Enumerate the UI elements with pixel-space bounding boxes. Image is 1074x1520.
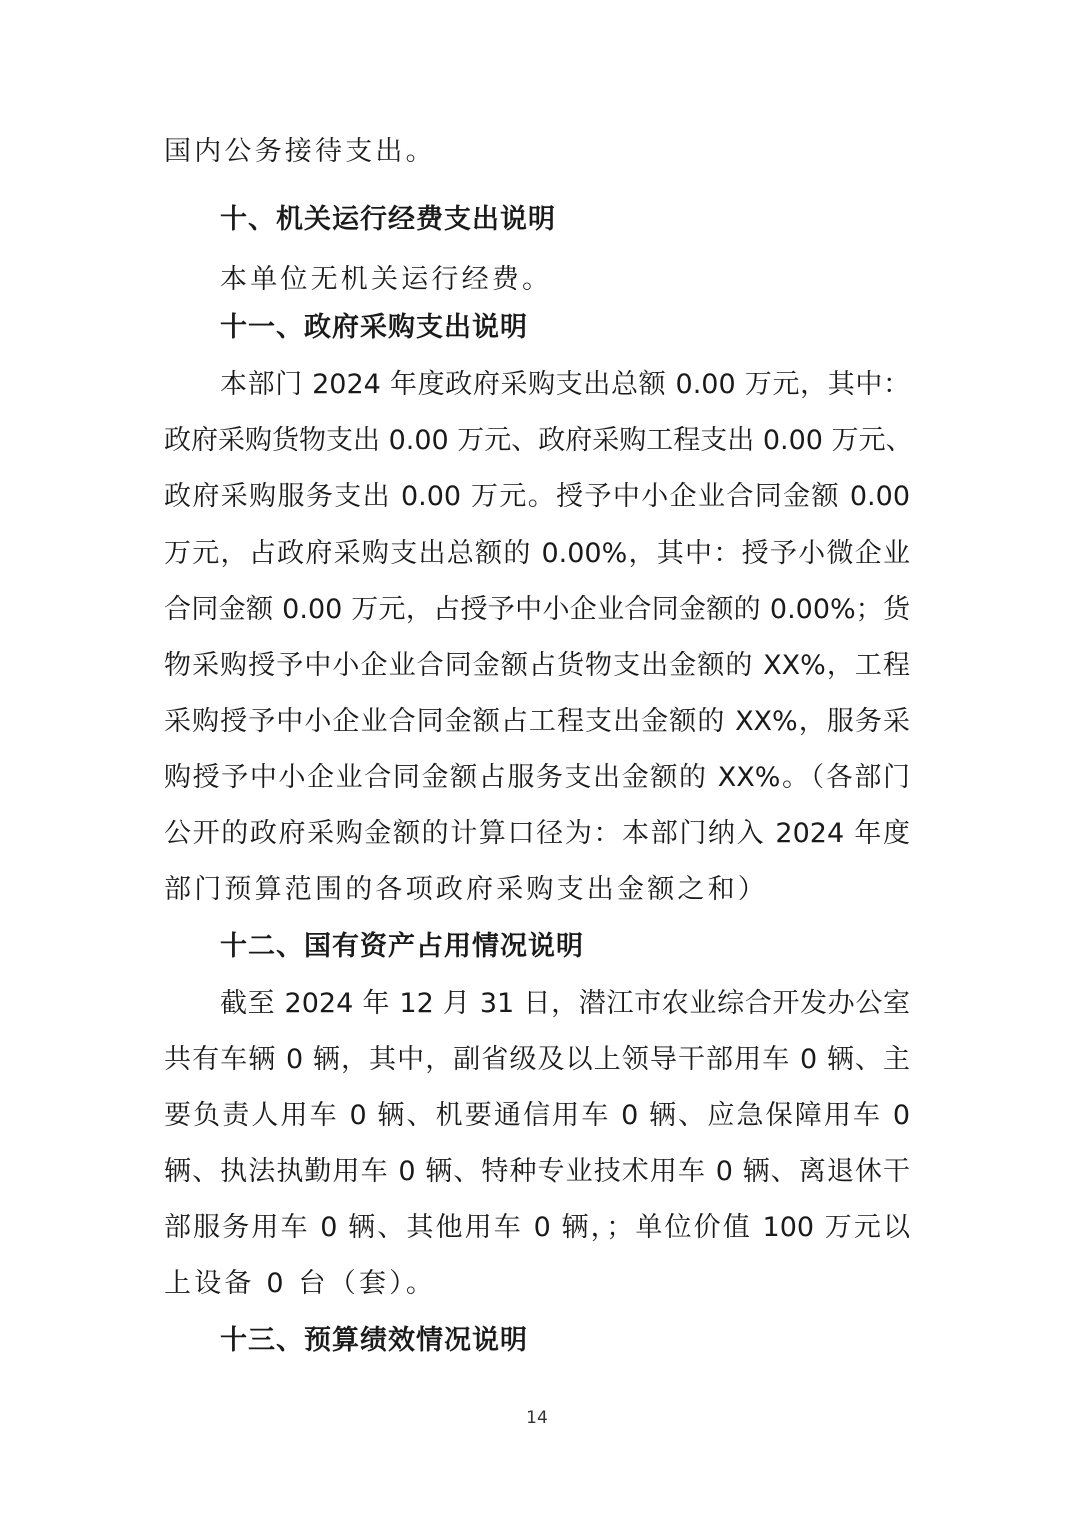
paragraph-line: 截至 2024 年 12 月 31 日，潜江市农业综合开发办公室: [220, 988, 910, 1019]
paragraph-line: 部服务用车 0 辆、其他用车 0 辆，；单位价值 100 万元以: [164, 1212, 910, 1243]
paragraph-line: 政府采购货物支出 0.00 万元、政府采购工程支出 0.00 万元、: [164, 425, 913, 456]
page-number: 14: [526, 1408, 548, 1428]
paragraph-line: 购授予中小企业合同金额占服务支出金额的 XX%。（各部门: [164, 762, 910, 793]
paragraph-line: 辆、执法执勤用车 0 辆、特种专业技术用车 0 辆、离退休干: [164, 1156, 910, 1187]
paragraph-line: 采购授予中小企业合同金额占工程支出金额的 XX%，服务采: [164, 706, 910, 737]
section-heading-10: 十、机关运行经费支出说明: [220, 204, 556, 235]
paragraph-line: 本单位无机关运行经费。: [220, 264, 553, 295]
paragraph-line: 上设备 0 台（套）。: [164, 1268, 437, 1299]
paragraph-line: 本部门 2024 年度政府采购支出总额 0.00 万元，其中：: [220, 369, 910, 400]
paragraph-line: 部门预算范围的各项政府采购支出金额之和）: [164, 874, 768, 905]
paragraph-line: 政府采购服务支出 0.00 万元。授予中小企业合同金额 0.00: [164, 481, 910, 512]
paragraph-line: 共有车辆 0 辆，其中，副省级及以上领导干部用车 0 辆、主: [164, 1044, 910, 1075]
paragraph-line: 合同金额 0.00 万元，占授予中小企业合同金额的 0.00%；货: [164, 594, 910, 625]
section-heading-12: 十二、国有资产占用情况说明: [220, 931, 584, 962]
paragraph-line: 公开的政府采购金额的计算口径为：本部门纳入 2024 年度: [164, 818, 910, 849]
section-heading-13: 十三、预算绩效情况说明: [220, 1325, 528, 1356]
text-line: 国内公务接待支出。: [164, 136, 436, 167]
section-heading-11: 十一、政府采购支出说明: [220, 312, 528, 343]
paragraph-line: 要负责人用车 0 辆、机要通信用车 0 辆、应急保障用车 0: [164, 1100, 910, 1131]
paragraph-line: 物采购授予中小企业合同金额占货物支出金额的 XX%，工程: [164, 650, 910, 681]
paragraph-line: 万元，占政府采购支出总额的 0.00%，其中：授予小微企业: [164, 538, 910, 569]
